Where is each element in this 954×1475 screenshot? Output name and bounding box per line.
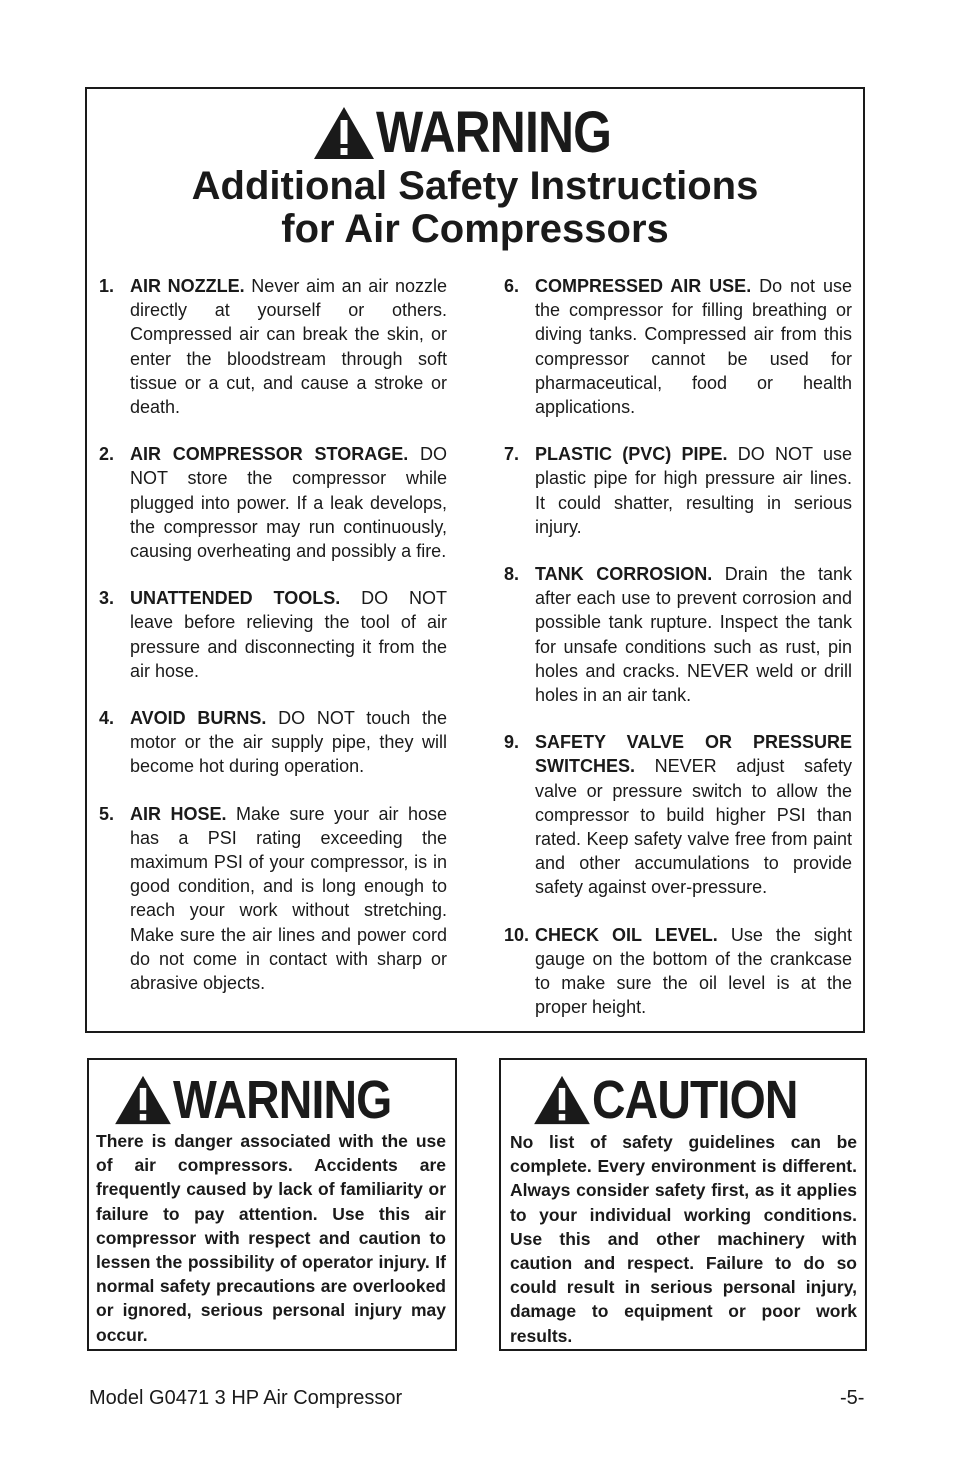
item-heading: PLASTIC (PVC) PIPE. bbox=[535, 444, 728, 465]
instruction-item bbox=[504, 442, 852, 539]
item-heading: CHECK OIL LEVEL. bbox=[535, 924, 718, 945]
item-text: NEVER adjust safety valve or pressure switch to allow the compressor to build higher PSI than rated. Keep safety valve free from paint and other accumulations to provide safety against over-pressure. bbox=[535, 756, 852, 898]
signal-word-warning: WARNING bbox=[376, 100, 612, 165]
item-heading: UNATTENDED TOOLS. bbox=[130, 588, 341, 609]
item-heading: TANK CORROSION. bbox=[535, 564, 713, 585]
instruction-item bbox=[99, 586, 447, 683]
warning-triangle-icon bbox=[312, 105, 376, 161]
item-number: 8. bbox=[504, 564, 520, 585]
instructions-right-column bbox=[504, 274, 852, 1042]
warning-notice-box bbox=[87, 1058, 457, 1351]
instruction-item bbox=[504, 274, 852, 419]
item-number: 3. bbox=[99, 588, 115, 609]
item-number: 2. bbox=[99, 444, 115, 465]
instruction-item bbox=[99, 802, 447, 996]
item-text: DO NOT touch the motor or the air supply pipe, they will become hot during operation. bbox=[130, 708, 447, 777]
main-warning-box bbox=[85, 87, 865, 1033]
item-heading: SAFETY VALVE OR PRESSURE SWITCHES. bbox=[535, 732, 852, 777]
item-number: 6. bbox=[504, 276, 520, 296]
warning-notice-text: There is danger associated with the use of air compressors. Accidents are frequently caused by lack of familiarity or failure to pay attention. Use this air compressor with respect and caution to lessen the possibility of operator injury. If normal safety precautions are overlooked or ignored, serious personal injury may occur. bbox=[96, 1131, 446, 1345]
item-number: 5. bbox=[99, 803, 115, 824]
item-text: Make sure your air hose has a PSI rating exceeding the maximum PSI of your compressor, is in good condition, and is long enough to reach your work without stretching. Make sure the air lines and power cord do not come in contact with sharp or abrasive objects. bbox=[130, 803, 447, 994]
item-text: Drain the tank after each use to prevent corrosion and possible tank rupture. Inspect the tank for unsafe conditions such as rust, pin holes and cracks. NEVER weld or drill holes in an air tank. bbox=[535, 564, 852, 706]
instruction-item bbox=[504, 562, 852, 707]
item-heading: COMPRESSED AIR USE. bbox=[535, 276, 752, 296]
instruction-item bbox=[99, 274, 447, 419]
item-number: 1. bbox=[99, 276, 115, 296]
caution-notice-box bbox=[499, 1058, 867, 1351]
warning-notice-header bbox=[89, 1070, 455, 1130]
main-warning-header bbox=[87, 101, 863, 165]
signal-word-caution: CAUTION bbox=[592, 1070, 798, 1130]
warning-triangle-icon bbox=[113, 1074, 173, 1126]
instruction-item bbox=[504, 730, 852, 899]
item-text: DO NOT leave before relieving the tool of air pressure and disconnecting it from the air hose. bbox=[130, 588, 448, 681]
caution-triangle-icon bbox=[532, 1074, 592, 1126]
title-line-2: for Air Compressors bbox=[281, 207, 669, 251]
item-heading: AIR COMPRESSOR STORAGE. bbox=[130, 444, 409, 465]
item-number: 4. bbox=[99, 708, 115, 729]
item-number: 10. bbox=[504, 924, 530, 945]
instructions-left-column bbox=[99, 274, 447, 1018]
item-text: DO NOT use plastic pipe for high pressure air lines. It could shatter, resulting in serious injury. bbox=[535, 444, 852, 537]
instruction-item bbox=[504, 923, 852, 1020]
page-number: -5- bbox=[840, 1387, 865, 1409]
item-text: Do not use the compressor for filling breathing or diving tanks. Compressed air from this compressor cannot be used for pharmaceutical, food or health applications. bbox=[535, 276, 852, 418]
caution-notice-header bbox=[501, 1070, 865, 1130]
title-line-1: Additional Safety Instructions bbox=[191, 164, 759, 208]
page-title bbox=[87, 165, 863, 251]
item-number: 9. bbox=[504, 732, 520, 753]
signal-word-warning: WARNING bbox=[173, 1070, 392, 1130]
item-heading: AIR HOSE. bbox=[130, 803, 227, 824]
item-text: DO NOT store the compressor while plugged into power. If a leak develops, the compressor may run continuously, causing overheating and possibly a fire. bbox=[130, 444, 447, 562]
item-number: 7. bbox=[504, 444, 520, 465]
item-heading: AVOID BURNS. bbox=[130, 708, 267, 729]
instruction-item bbox=[99, 706, 447, 779]
item-heading: AIR NOZZLE. bbox=[130, 276, 245, 296]
instruction-item bbox=[99, 442, 447, 563]
footer-model-name: Model G0471 3 HP Air Compressor bbox=[89, 1387, 403, 1409]
item-text: Use the sight gauge on the bottom of the crankcase to make sure the oil level is at the proper height. bbox=[535, 924, 853, 1018]
caution-notice-text: No list of safety guidelines can be complete. Every environment is different. Always consider safety first, as it applies to your individual working conditions. Use this and other machinery with caution and respect. Failure to do so could result in serious personal injury, damage to equipment or poor work results. bbox=[510, 1132, 857, 1346]
item-text: Never aim an air nozzle directly at yourself or others. Compressed air can break the skin, or enter the bloodstream through soft tissue or a cut, and cause a stroke or death. bbox=[130, 276, 447, 418]
